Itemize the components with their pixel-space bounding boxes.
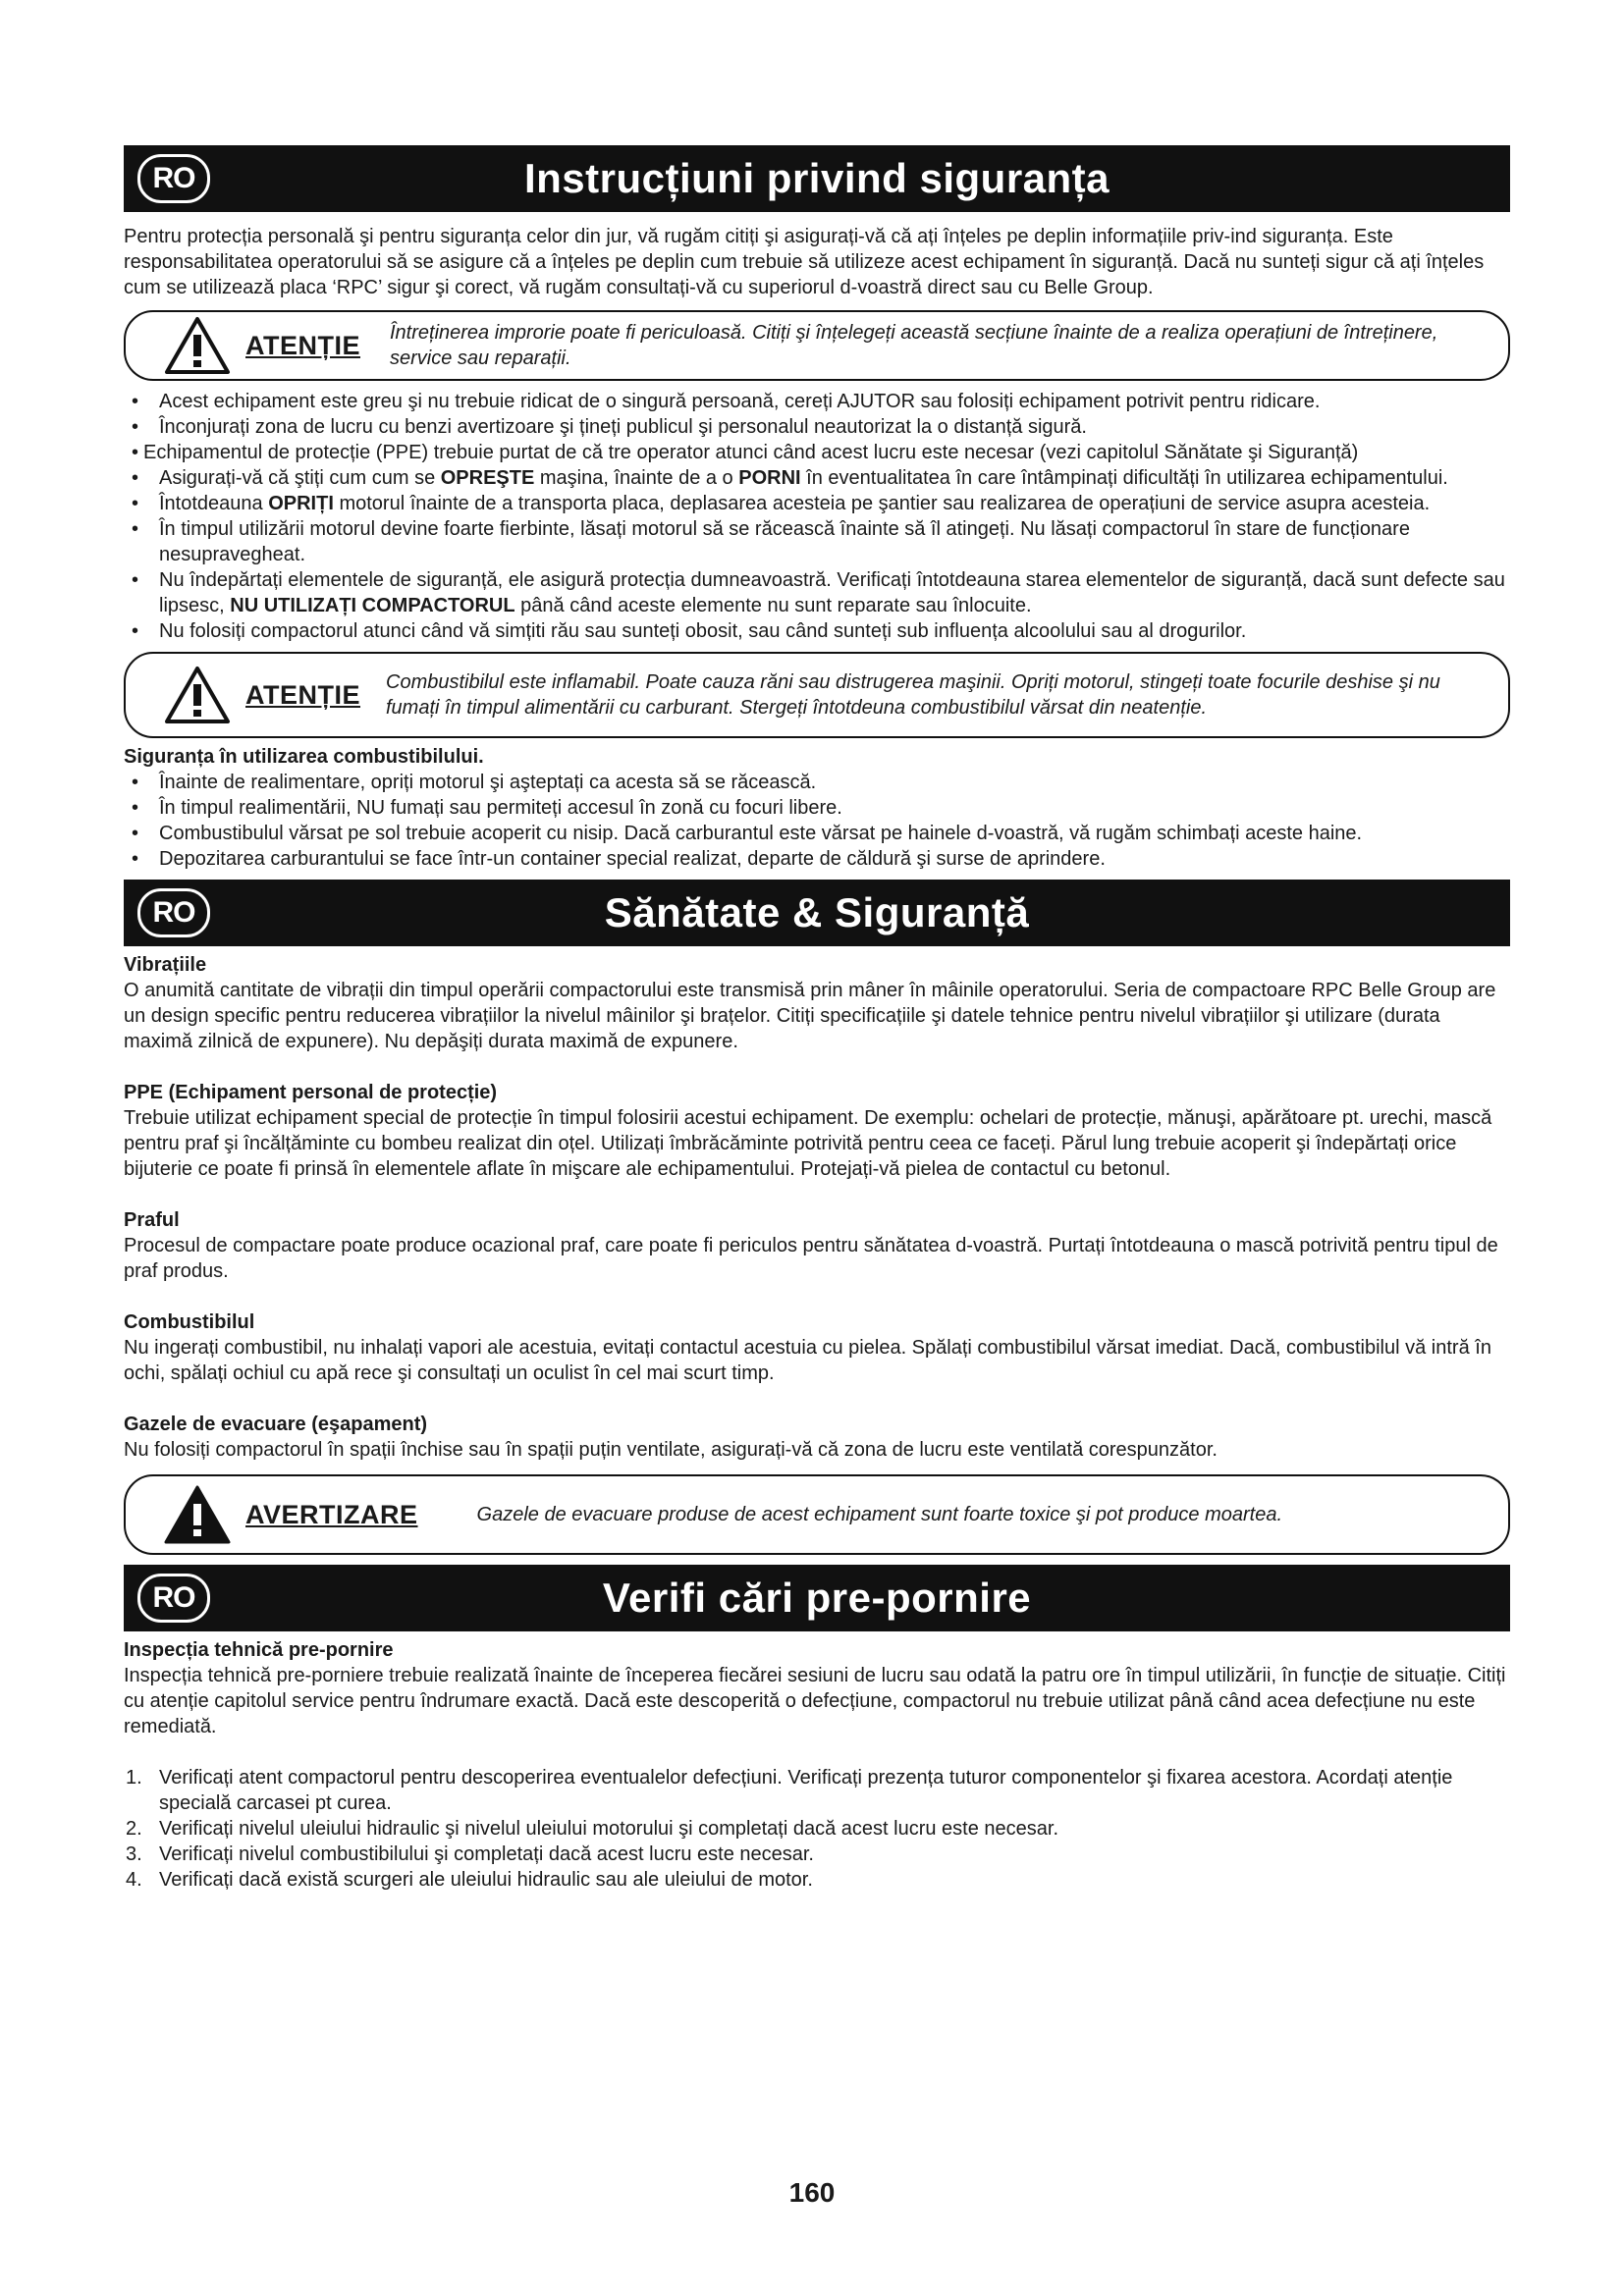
- health-block-vibration: [124, 952, 1510, 1054]
- ro-badge: RO: [137, 888, 210, 937]
- warning-triangle-filled-icon: [163, 1484, 232, 1545]
- warning-box-fuel: [124, 652, 1510, 738]
- health-block-ppe: [124, 1080, 1510, 1182]
- section-title: Sănătate & Siguranță: [604, 889, 1030, 935]
- precheck-block: [124, 1637, 1510, 1739]
- warning-label: ATENȚIE: [245, 330, 360, 360]
- fuel-safety-heading: Siguranța în utilizarea combustibilului.: [124, 746, 484, 768]
- warning-message: Combustibilul este inflamabil. Poate cauza răni sau distrugerea maşinii. Opriți motorul, stingeți toate focurile deshise şi nu fumați în timpul alimentării cu carburant. Stergeți întotdeuna combustibilul vărsat din neatenție.: [386, 671, 1440, 719]
- health-block-exhaust: [124, 1412, 1510, 1463]
- safety-bullet-1: • Înconjurați zona de lucru cu benzi avertizoare şi țineți publicul şi personalul neautorizat la o distanță sigură.: [124, 414, 1510, 440]
- safety-bullet-3: • Asigurați-vă că ştiți cum cum se OPREŞTE maşina, înainte de a o PORNI în eventualitatea în care întâmpinați dificultăți în utilizarea echipamentului.: [124, 465, 1510, 491]
- safety-bullet-6: • Nu îndepărtați elementele de siguranță, ele asigură protecția dumneavoastră. Verificați întotdeauna starea elementelor de siguranță, dacă sunt defecte sau lipsesc, NU UTILIZAȚI COMPACTORUL până când aceste elemente nu sunt reparate sau înlocuite.: [124, 567, 1510, 618]
- section-header-safety: [124, 145, 1510, 212]
- precheck-heading: Inspecția tehnică pre-pornire: [124, 1639, 394, 1661]
- section-title: Instrucțiuni privind siguranța: [523, 155, 1110, 201]
- ro-badge: RO: [137, 1574, 210, 1623]
- section-header-health: [124, 880, 1510, 946]
- section-title: Verifi cări pre-pornire: [602, 1575, 1032, 1621]
- safety-bullet-0: • Acest echipament este greu şi nu trebuie ridicat de o singură persoană, cereți AJUTOR sau folosiți echipament potrivit pentru ridicare.: [124, 389, 1510, 414]
- safety-bullet-4: • Întotdeauna OPRIȚI motorul înainte de a transporta placa, deplasarea acesteia pe şantier sau realizarea de operațiuni de service asupra acesteia.: [124, 491, 1510, 516]
- warning-message: Întreținerea improrie poate fi periculoasă. Citiți şi înțelegeți această secțiune înainte de a realiza operațiuni de întreținere, service sau reparații.: [390, 322, 1438, 369]
- precheck-text: Inspecția tehnică pre-porniere trebuie realizată înainte de începerea fiecărei sesiuni de lucru sau odată la patru ore în timpul utilizării, în funcție de situație. Citiți cu atenție capitolul service pentru îndrumare exactă. Dacă este descoperită o defecțiune, compactorul nu trebuie utilizat până când acea defecțiune nu este remediată.: [124, 1665, 1506, 1737]
- health-heading: Praful: [124, 1209, 180, 1231]
- health-text: Trebuie utilizat echipament special de protecție în timpul folosirii acestui echipament. De exemplu: ochelari de protecție, mănuşi, apărătoare pt. urechi, mască pentru praf şi încălțăminte cu bombeu realizat din oțel. Utilizați îmbrăcăminte potrivită pentru ceea ce faceți. Părul lung trebuie acoperit şi îndepărtați orice bijuterie ce poate fi prinsă în elementele aflate în mişcare ale echipamentului. Protejați-vă pielea de contactul cu betonul.: [124, 1107, 1492, 1180]
- fuel-bullet-list: [124, 770, 1510, 872]
- safety-bullet-2: • Echipamentul de protecție (PPE) trebuie purtat de că tre operator atunci când acest lucru este necesar (vezi capitolul Sănătate şi Siguranță): [124, 440, 1510, 465]
- warning-label: AVERTIZARE: [245, 1499, 418, 1529]
- safety-bullet-5: • În timpul utilizării motorul devine foarte fierbinte, lăsați motorul să se răcească înainte să îl atingeți. Nu lăsați compactorul în stare de funcționare nesupravegheat.: [124, 516, 1510, 567]
- warning-message: Gazele de evacuare produse de acest echipament sunt foarte toxice şi pot produce moartea.: [476, 1504, 1283, 1525]
- fuel-bullet: • În timpul realimentării, NU fumați sau permiteți accesul în zonă cu focuri libere.: [124, 795, 1510, 821]
- health-heading: Gazele de evacuare (eşapament): [124, 1414, 428, 1435]
- precheck-item: 4. Verificați dacă există scurgeri ale uleiului hidraulic sau ale uleiului de motor.: [126, 1869, 813, 1891]
- health-text: Nu folosiți compactorul în spații închise sau în spații puțin ventilate, asigurați-vă că zona de lucru este ventilată corespunzător.: [124, 1439, 1218, 1461]
- health-heading: Combustibilul: [124, 1311, 255, 1333]
- warning-triangle-icon: [163, 315, 232, 376]
- section-header-precheck: [124, 1565, 1510, 1631]
- safety-bullet-list: [124, 389, 1510, 644]
- intro-paragraph: Pentru protecția personală şi pentru siguranța celor din jur, vă rugăm citiți şi asigurați-vă că ați înțeles pe deplin informațiile priv-ind siguranța. Este responsabilitatea operatorului să se asigure că a înțeles pe deplin cum trebuie să utilizeze acest echipament în siguranță. Dacă nu sunteți sigur că ați înțeles cum se utilizează placa ‘RPC’ sigur şi corect, vă rugăm consultați-vă cu superiorul d-voastră direct sau cu Belle Group.: [124, 226, 1485, 298]
- precheck-item: 1. Verificați atent compactorul pentru descoperirea eventualelor defecțiuni. Verificați prezența tuturor componentelor şi fixarea acestora. Acordați atenție specială carcasei pt curea.: [126, 1767, 1453, 1814]
- precheck-item: 2. Verificați nivelul uleiului hidraulic şi nivelul uleiului motorului şi completați dacă acest lucru este necesar.: [126, 1818, 1059, 1840]
- warning-box-exhaust: [124, 1474, 1510, 1555]
- page: [124, 145, 1510, 1893]
- safety-bullet-7: • Nu folosiți compactorul atunci când vă simțiti rău sau sunteți obosit, sau când sunteți sub influența alcoolului sau al drogurilor.: [124, 618, 1510, 644]
- ro-badge: RO: [137, 154, 210, 203]
- precheck-item: 3. Verificați nivelul combustibilului şi completați dacă acest lucru este necesar.: [126, 1843, 814, 1865]
- warning-triangle-icon: [163, 665, 232, 725]
- fuel-bullet: • Combustibulul vărsat pe sol trebuie acoperit cu nisip. Dacă carburantul este vărsat pe hainele d-voastră, vă rugăm schimbați aceste haine.: [124, 821, 1510, 846]
- fuel-bullet: • Înainte de realimentare, opriți motorul şi aşteptați ca acesta să se răcească.: [124, 770, 1510, 795]
- health-heading: Vibrațiile: [124, 954, 207, 976]
- warning-box-maintenance: [124, 310, 1510, 381]
- health-text: Procesul de compactare poate produce ocazional praf, care poate fi periculos pentru sănătatea d-voastră. Purtați întotdeauna o mască potrivită pentru tipul de praf produs.: [124, 1235, 1498, 1282]
- health-text: Nu ingerați combustibil, nu inhalați vapori ale acestuia, evitați contactul acestuia cu pielea. Spălați combustibilul vărsat imediat. Dacă, combustibilul vă intră în ochi, spălați ochiul cu apă rece şi consultați un oculist în cel mai scurt timp.: [124, 1337, 1491, 1384]
- page-number: 160: [788, 2177, 836, 2208]
- health-block-fuel: [124, 1309, 1510, 1386]
- health-text: O anumită cantitate de vibrații din timpul operării compactorului este transmisă prin mâner în mâinile operatorului. Seria de compactoare RPC Belle Group are un design specific pentru reducerea vibrațiilor la nivelul mâinilor şi brațelor. Citiți specificațiile şi datele tehnice pentru nivelul vibrațiilor şi utilizare (durata maximă zilnică de expunere). Nu depăşiți durata maximă de expunere.: [124, 980, 1496, 1052]
- health-heading: PPE (Echipament personal de protecție): [124, 1082, 498, 1103]
- precheck-list: [124, 1765, 1510, 1893]
- warning-label: ATENȚIE: [245, 679, 360, 710]
- fuel-bullet: • Depozitarea carburantului se face într-un container special realizat, departe de căldură şi surse de aprindere.: [124, 846, 1510, 872]
- health-block-dust: [124, 1207, 1510, 1284]
